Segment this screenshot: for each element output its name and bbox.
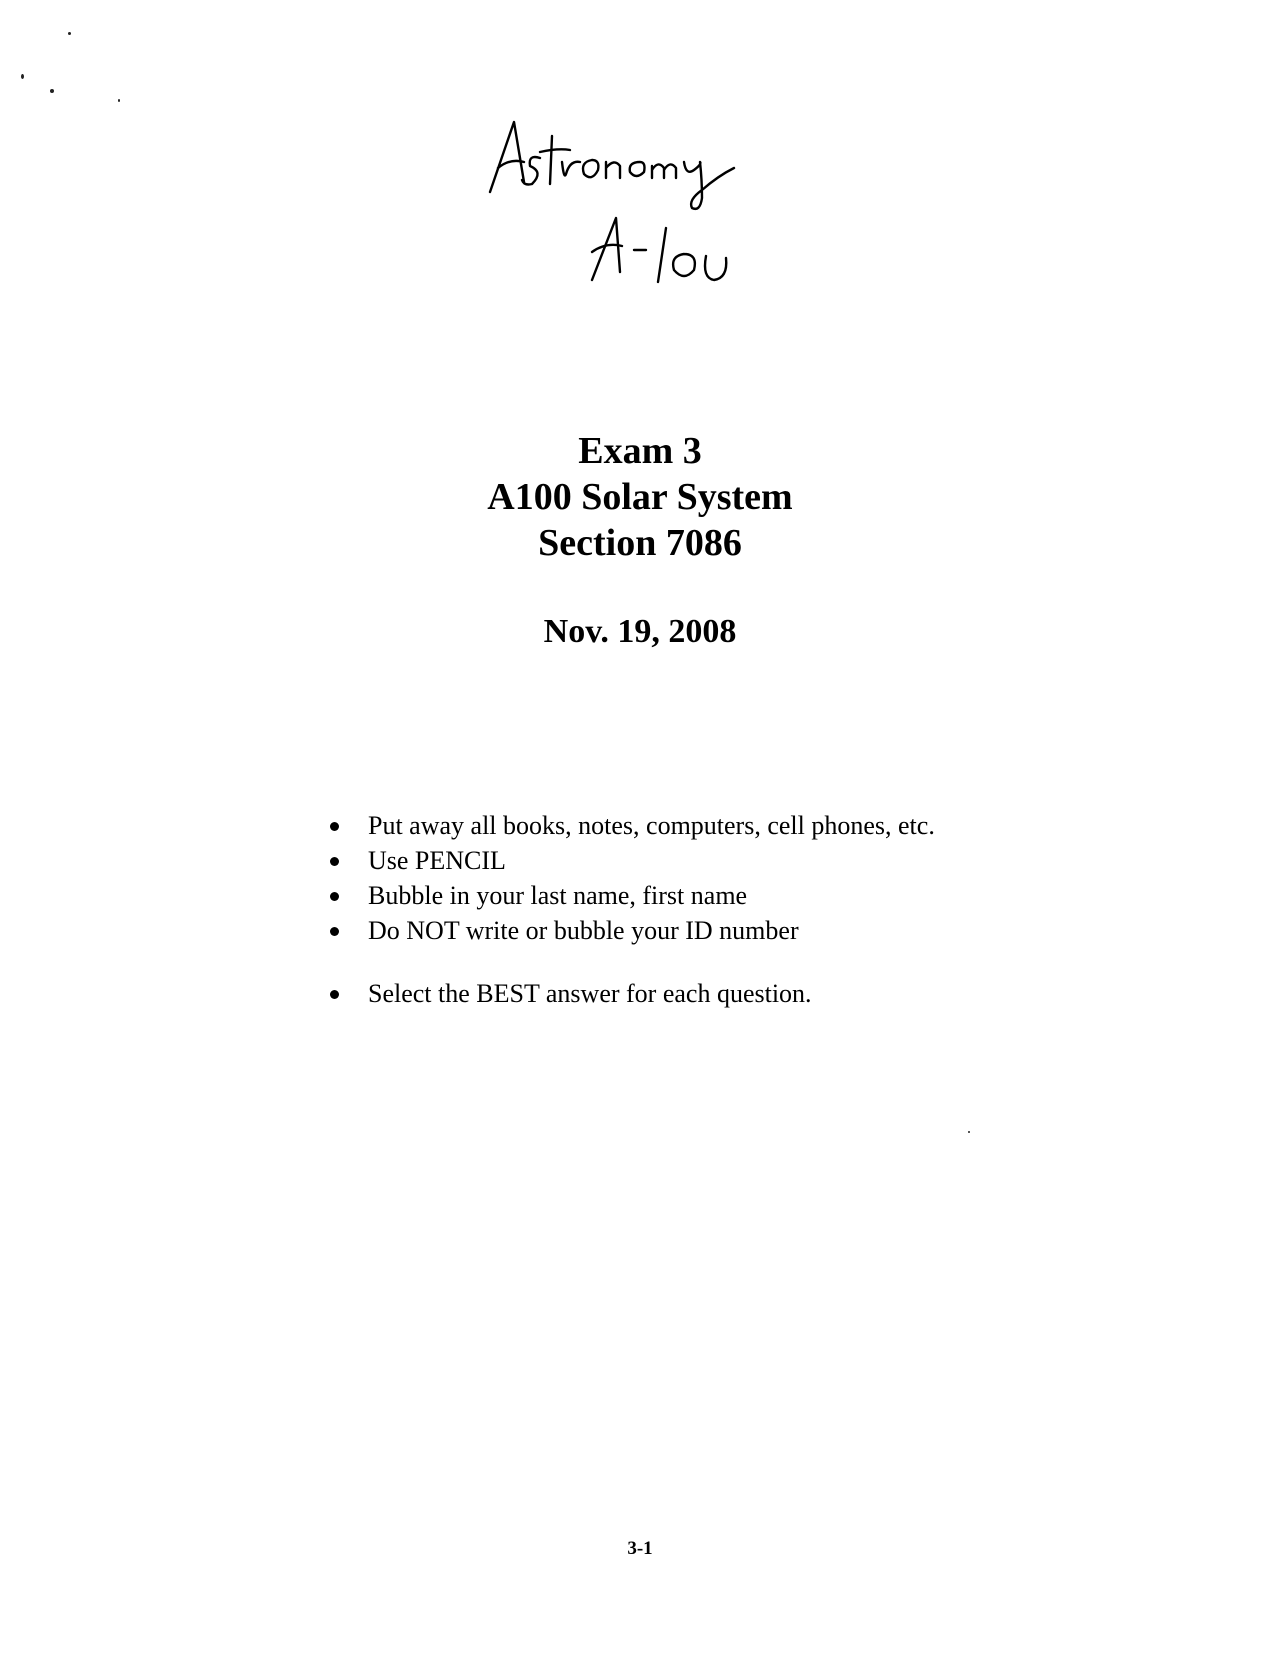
- page-number: 3-1: [627, 1538, 653, 1559]
- instruction-text: Do NOT write or bubble your ID number: [368, 916, 799, 945]
- instruction-item: [326, 913, 1086, 948]
- bullet-icon: [330, 990, 339, 999]
- instruction-item: [326, 976, 1086, 1011]
- exam-date: Nov. 19, 2008: [543, 613, 737, 650]
- instruction-text: Select the BEST answer for each question.: [368, 979, 812, 1008]
- course-name: A100 Solar System: [487, 476, 793, 518]
- instruction-text: Bubble in your last name, first name: [368, 881, 748, 910]
- scan-speck: [68, 32, 71, 35]
- scan-speck: [118, 99, 120, 102]
- instruction-item: [326, 808, 1086, 843]
- exam-title-block: [340, 428, 940, 566]
- exam-number: Exam 3: [578, 430, 702, 472]
- scan-speck: [21, 74, 24, 79]
- instruction-item: [326, 878, 1086, 913]
- bullet-icon: [330, 822, 339, 831]
- handwritten-course-note: [480, 110, 780, 310]
- instructions-list: [326, 808, 1086, 1011]
- bullet-icon: [330, 927, 339, 936]
- instruction-item: [326, 843, 1086, 878]
- instruction-text: Put away all books, notes, computers, cell phones, etc.: [368, 811, 935, 840]
- bullet-icon: [330, 857, 339, 866]
- instruction-text: Use PENCIL: [368, 846, 506, 875]
- scan-speck: [968, 1131, 970, 1133]
- section-number: Section 7086: [538, 522, 742, 564]
- handwritten-course-note-drawing: [480, 110, 780, 310]
- bullet-icon: [330, 892, 339, 901]
- scan-speck: [50, 89, 54, 93]
